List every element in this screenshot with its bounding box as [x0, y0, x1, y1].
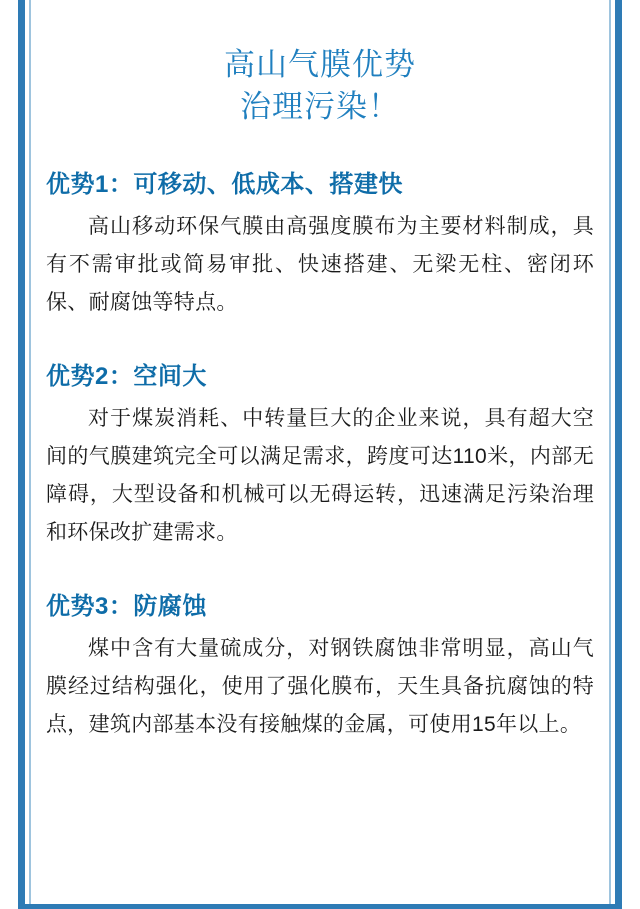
section-heading-3: 优势3：防腐蚀 [46, 593, 207, 620]
page-title-line-1: 高山气膜优势 [224, 47, 416, 82]
bottom-border-bar [18, 904, 622, 909]
section-advantage-1 [46, 168, 594, 322]
page-title [46, 0, 594, 128]
section-body-1: 高山移动环保气膜由高强度膜布为主要材料制成，具有不需审批或简易审批、快速搭建、无梁无柱、密闭环保、耐腐蚀等特点。 [46, 215, 594, 314]
section-advantage-2 [46, 360, 594, 552]
page-title-line-2: 治理污染！ [240, 89, 400, 124]
section-heading-1: 优势1：可移动、低成本、搭建快 [46, 171, 403, 198]
section-advantage-3 [46, 590, 594, 744]
section-body-3: 煤中含有大量硫成分，对钢铁腐蚀非常明显，高山气膜经过结构强化，使用了强化膜布，天生具备抗腐蚀的特点，建筑内部基本没有接触煤的金属，可使用15年以上。 [46, 637, 594, 736]
section-body-2: 对于煤炭消耗、中转量巨大的企业来说，具有超大空间的气膜建筑完全可以满足需求，跨度可达110米，内部无障碍，大型设备和机械可以无碍运转，迅速满足污染治理和环保改扩建需求。 [46, 407, 594, 544]
section-heading-2: 优势2：空间大 [46, 363, 207, 390]
